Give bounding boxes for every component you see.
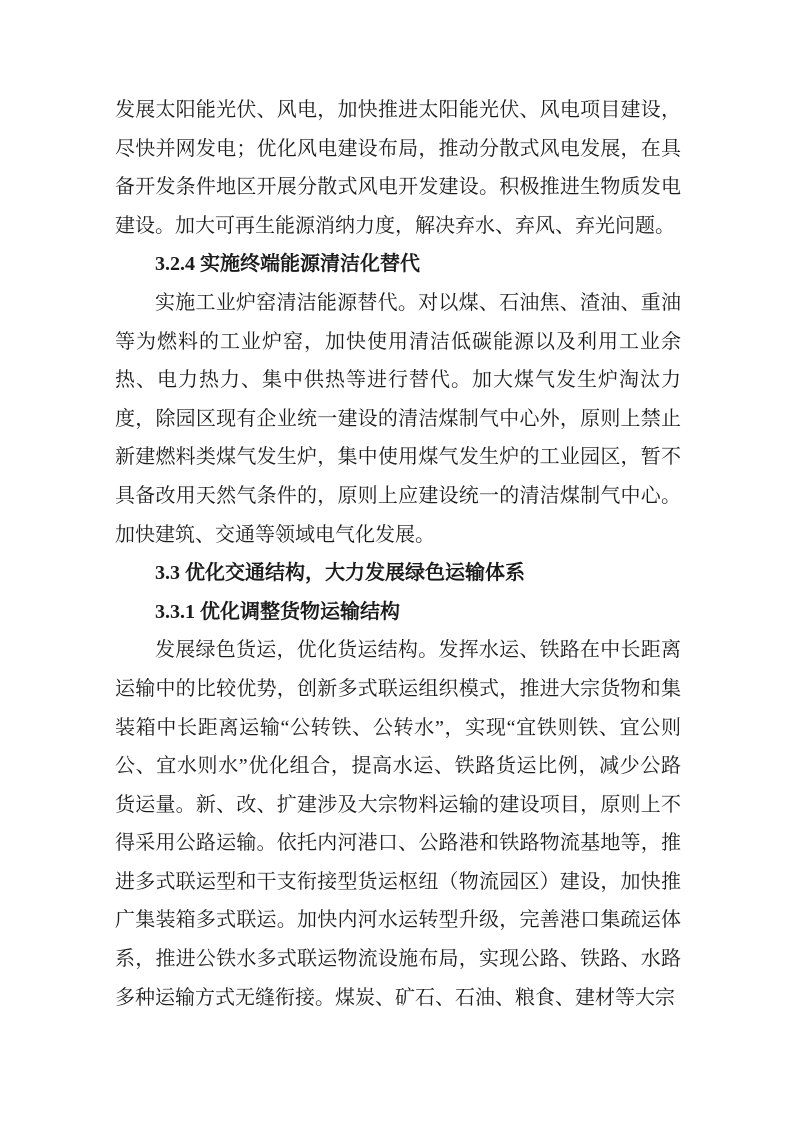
document-body <box>115 91 681 1017</box>
body-paragraph: 发展太阳能光伏、风电，加快推进太阳能光伏、风电项目建设，尽快并网发电；优化风电建设布局，推动分散式风电发展，在具备开发条件地区开展分散式风电开发建设。积极推进生物质发电建设。加大可再生能源消纳力度，解决弃水、弃风、弃光问题。 <box>115 99 681 237</box>
section-heading: 3.2.4 实施终端能源清洁化替代 <box>155 253 420 276</box>
body-paragraph: 发展绿色货运，优化货运结构。发挥水运、铁路在中长距离运输中的比较优势，创新多式联运组织模式，推进大宗货物和集装箱中长距离运输“公转铁、公转水”，实现“宜铁则铁、宜公则公、宜水则水”优化组合，提高水运、铁路货运比例，减少公路货运量。新、改、扩建涉及大宗物料运输的建设项目，原则上不得采用公路运输。依托内河港口、公路港和铁路物流基地等，推进多式联运型和干支衔接型货运枢纽（物流园区）建设，加快推广集装箱多式联运。加快内河水运转型升级，完善港口集疏运体系，推进公铁水多式联运物流设施布局，实现公路、铁路、水路多种运输方式无缝衔接。煤炭、矿石、石油、粮食、建材等大宗 <box>115 639 681 1009</box>
section-heading: 3.3 优化交通结构，大力发展绿色运输体系 <box>155 562 525 585</box>
body-paragraph: 实施工业炉窑清洁能源替代。对以煤、石油焦、渣油、重油等为燃料的工业炉窑，加快使用清洁低碳能源以及利用工业余热、电力热力、集中供热等进行替代。加大煤气发生炉淘汰力度，除园区现有企业统一建设的清洁煤制气中心外，原则上禁止新建燃料类煤气发生炉，集中使用煤气发生炉的工业园区，暂不具备改用天然气条件的，原则上应建设统一的清洁煤制气中心。加快建筑、交通等领域电气化发展。 <box>115 291 681 546</box>
section-heading: 3.3.1 优化调整货物运输结构 <box>155 600 400 623</box>
